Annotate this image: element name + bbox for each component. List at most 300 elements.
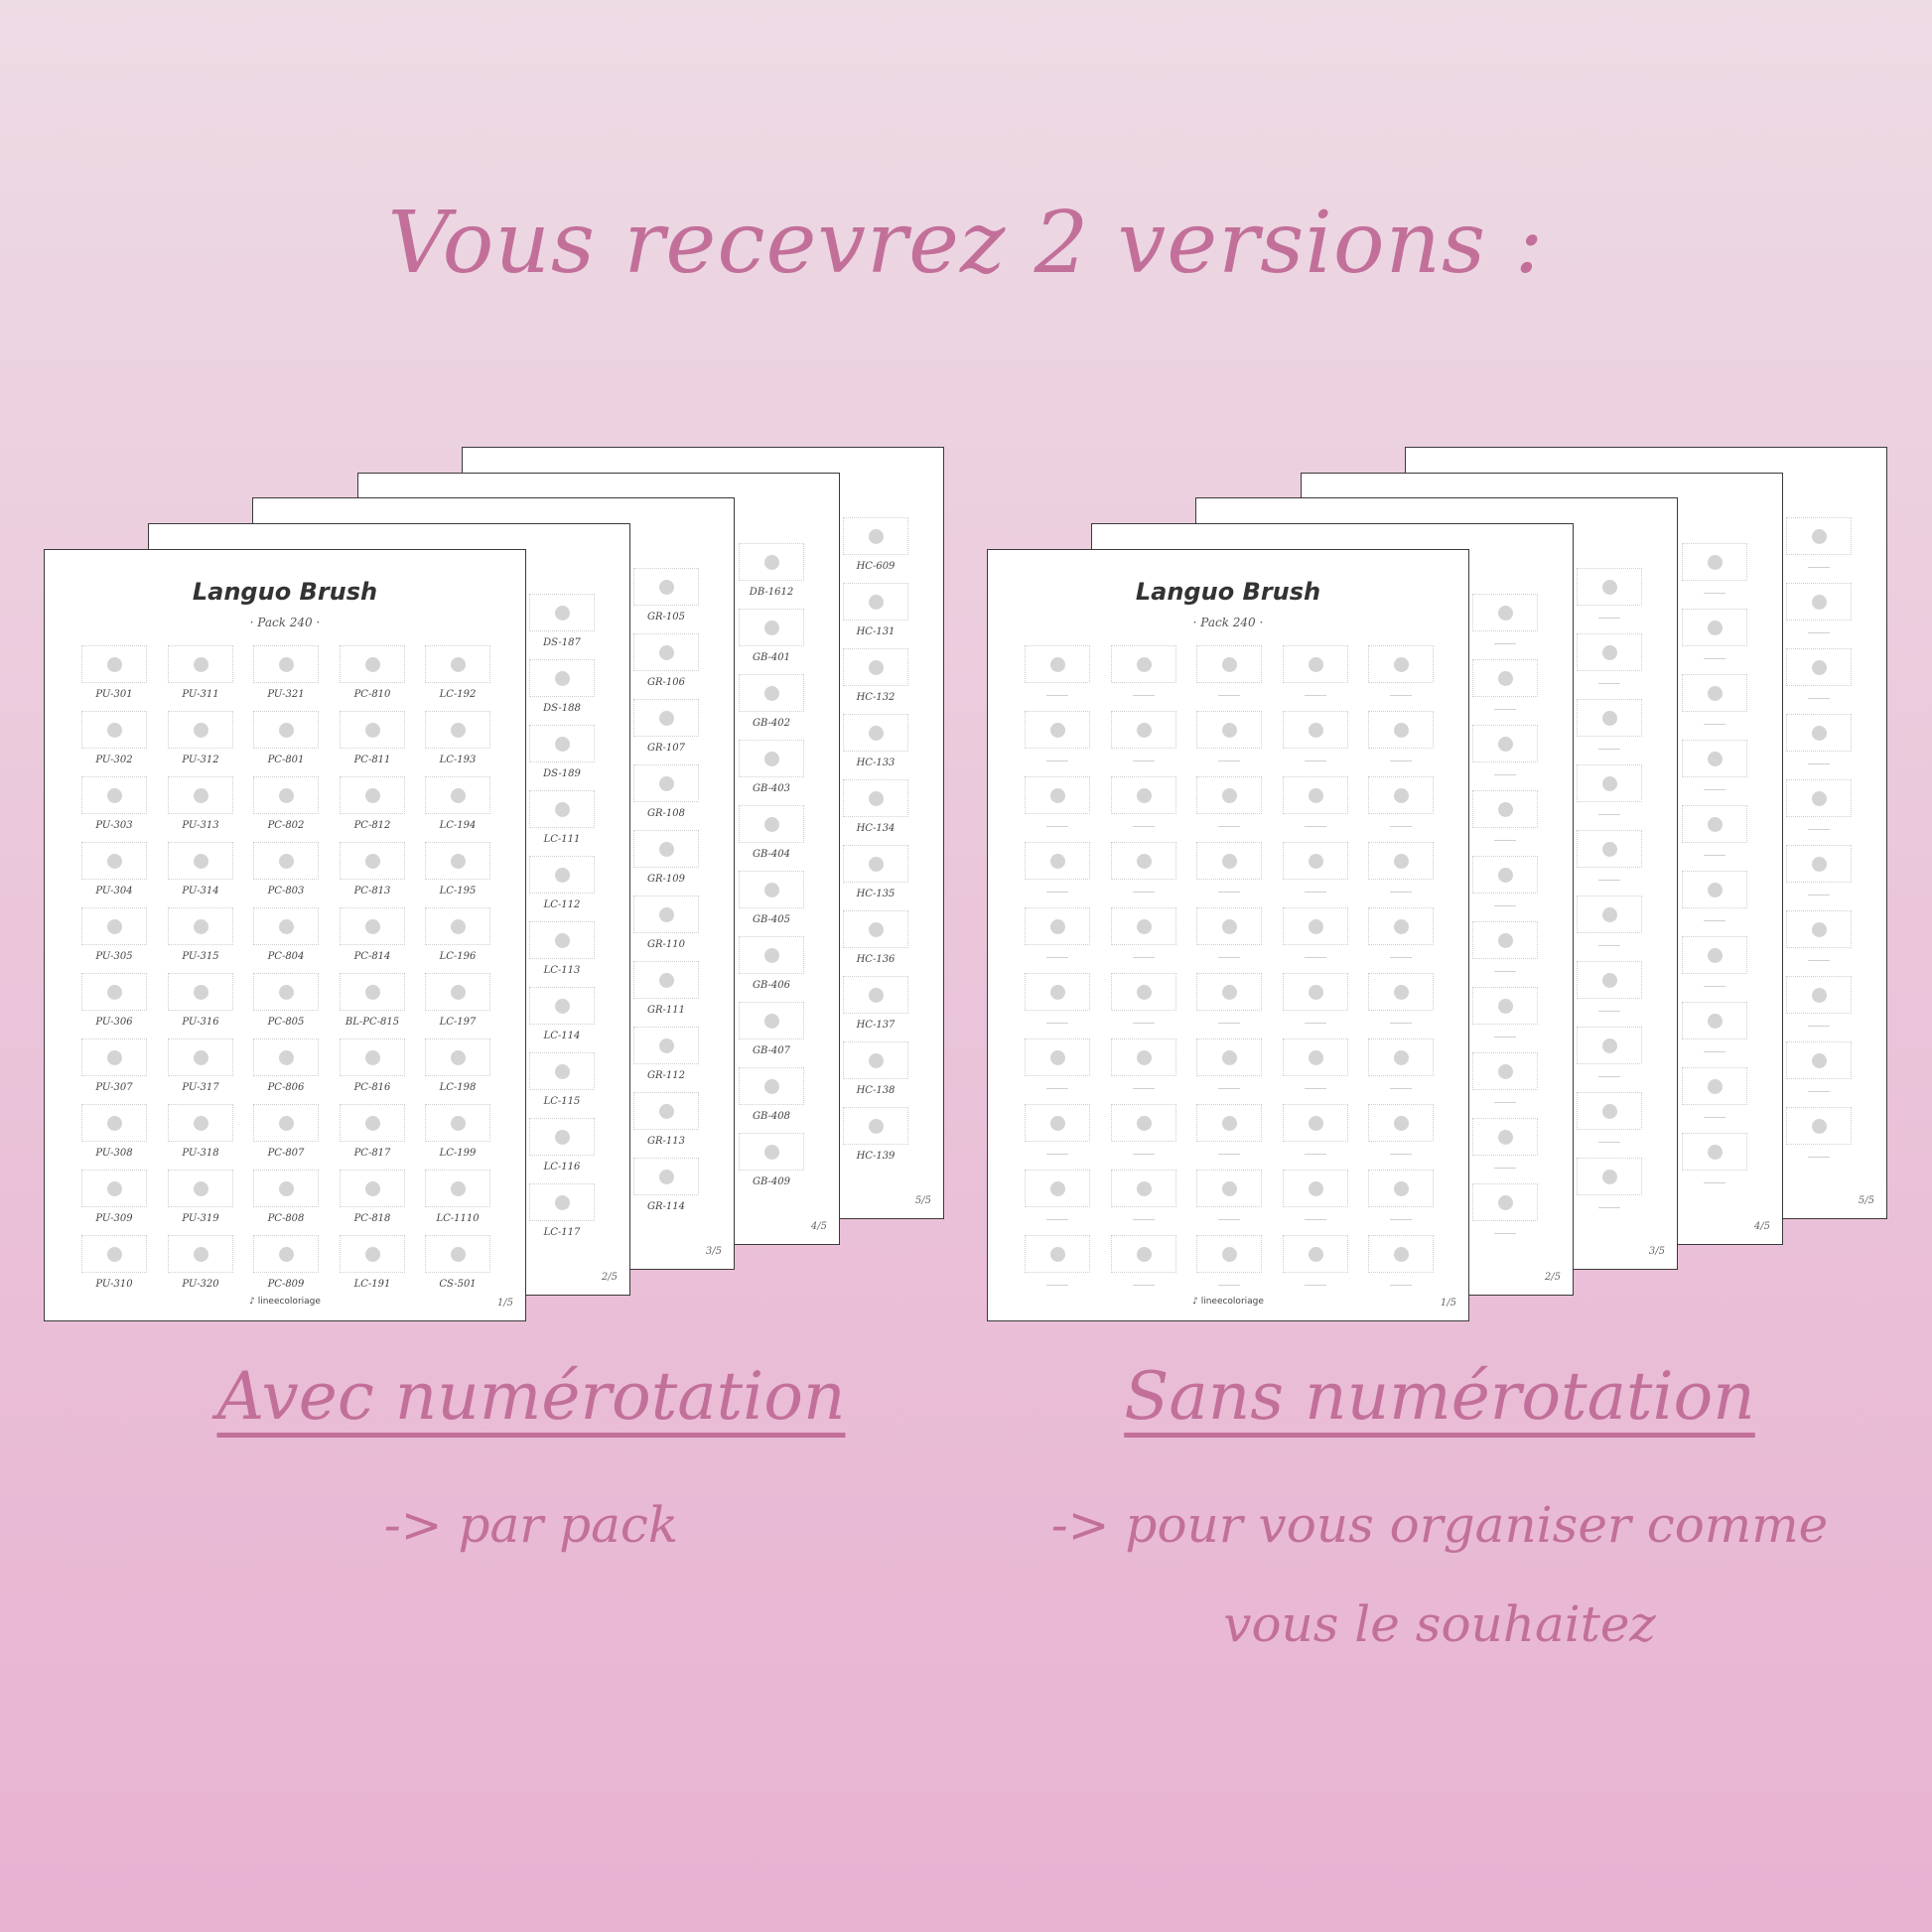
color-dot — [555, 671, 570, 686]
swatch-box — [1025, 645, 1090, 683]
color-dot — [1309, 854, 1323, 869]
swatch-cell — [1472, 1118, 1538, 1177]
swatch-cell — [1786, 714, 1852, 773]
swatch-box — [340, 842, 405, 880]
swatch-box — [1472, 594, 1538, 631]
swatch-box — [1111, 907, 1176, 945]
color-dot — [1812, 791, 1827, 806]
color-dot — [107, 1050, 122, 1065]
swatch-cell — [253, 645, 319, 705]
swatch-box — [168, 907, 233, 945]
swatch-cell — [1682, 936, 1747, 996]
swatch-cell — [1786, 845, 1852, 904]
color-dot — [1498, 737, 1513, 752]
swatch-cell — [1577, 896, 1642, 955]
swatch-code: CS-501 — [439, 1279, 477, 1290]
swatch-cell — [425, 842, 490, 901]
swatch-code: LC-114 — [543, 1031, 581, 1041]
color-dot — [194, 1247, 208, 1262]
blank-label-line — [1704, 658, 1725, 659]
swatch-cell — [168, 973, 233, 1033]
blank-label-line — [1046, 957, 1068, 958]
swatch-code: PU-320 — [182, 1279, 219, 1290]
swatch-code: GR-114 — [647, 1201, 685, 1212]
swatch-cell — [843, 583, 908, 642]
color-dot — [1137, 1116, 1152, 1131]
color-dot — [1602, 973, 1617, 988]
swatch-cell — [1111, 973, 1176, 1033]
page-number: 1/5 — [1440, 1298, 1456, 1309]
swatch-cell — [1577, 568, 1642, 627]
swatch-cell — [1472, 1052, 1538, 1112]
swatch-code: PC-810 — [353, 689, 391, 700]
swatch-code: LC-191 — [353, 1279, 391, 1290]
color-dot — [1498, 1064, 1513, 1079]
swatch-code: LC-195 — [439, 886, 477, 897]
swatch-box — [739, 936, 804, 974]
blank-label-line — [1704, 724, 1725, 725]
blank-label-line — [1046, 695, 1068, 696]
swatch-box — [633, 1158, 699, 1195]
swatch-code: PU-314 — [182, 886, 219, 897]
color-dot — [365, 919, 380, 934]
swatch-code: GB-408 — [753, 1111, 790, 1122]
swatch-box — [1368, 907, 1434, 945]
swatch-cell — [425, 973, 490, 1033]
swatch-box — [529, 1118, 595, 1156]
blank-label-line — [1494, 971, 1516, 972]
blank-label-line — [1133, 1285, 1155, 1286]
swatch-box — [340, 973, 405, 1011]
swatch-box — [253, 907, 319, 945]
page-number: 4/5 — [1753, 1221, 1770, 1232]
blank-label-line — [1218, 1285, 1240, 1286]
color-dot — [107, 1116, 122, 1131]
swatch-box — [425, 973, 490, 1011]
color-dot — [1812, 988, 1827, 1003]
swatch-cell — [843, 714, 908, 773]
blank-label-line — [1046, 760, 1068, 761]
page-number: 2/5 — [601, 1272, 618, 1283]
blank-label-line — [1808, 1026, 1830, 1027]
color-dot — [1498, 999, 1513, 1014]
color-dot — [1812, 660, 1827, 675]
swatch-box — [633, 633, 699, 671]
swatch-cell — [1196, 907, 1262, 967]
swatch-cell — [843, 1041, 908, 1101]
swatch-cell — [253, 1104, 319, 1164]
color-dot — [1309, 1050, 1323, 1065]
swatch-box — [1682, 1133, 1747, 1171]
color-dot — [451, 1050, 466, 1065]
blank-label-line — [1390, 1219, 1412, 1220]
color-dot — [1812, 529, 1827, 544]
swatch-cell — [1283, 1235, 1348, 1295]
swatch-code: HC-132 — [856, 692, 896, 703]
swatch-cell — [1472, 659, 1538, 719]
swatch-box — [1472, 1183, 1538, 1221]
swatch-box — [739, 805, 804, 843]
color-dot — [1137, 1050, 1152, 1065]
color-dot — [1309, 919, 1323, 934]
swatch-box — [1111, 842, 1176, 880]
swatch-cell — [1283, 1038, 1348, 1098]
swatch-cell — [1577, 633, 1642, 693]
swatch-cell — [340, 711, 405, 770]
blank-label-line — [1494, 840, 1516, 841]
blank-label-line — [1218, 957, 1240, 958]
color-dot — [1137, 723, 1152, 738]
blank-label-line — [1704, 1182, 1725, 1183]
swatch-box — [1025, 776, 1090, 814]
swatch-cell — [1111, 1038, 1176, 1098]
swatch-cell — [168, 842, 233, 901]
swatch-box — [1196, 907, 1262, 945]
blank-label-line — [1305, 760, 1326, 761]
swatch-cell — [340, 1235, 405, 1295]
swatch-code: GB-407 — [753, 1045, 790, 1056]
swatch-box — [1577, 699, 1642, 737]
swatch-code: PU-321 — [267, 689, 305, 700]
color-dot — [1602, 1170, 1617, 1184]
swatch-code: PC-816 — [353, 1082, 391, 1093]
color-dot — [1708, 883, 1723, 897]
swatch-cell — [81, 711, 147, 770]
blank-label-line — [1808, 895, 1830, 896]
swatch-box — [253, 1104, 319, 1142]
swatch-cell — [1111, 1235, 1176, 1295]
color-dot — [451, 1181, 466, 1196]
blank-label-line — [1218, 695, 1240, 696]
blank-label-line — [1598, 880, 1620, 881]
color-dot — [365, 985, 380, 1000]
color-dot — [1394, 723, 1409, 738]
swatch-cell — [1682, 674, 1747, 734]
color-dot — [1812, 1053, 1827, 1068]
color-dot — [1309, 1181, 1323, 1196]
blank-label-line — [1218, 892, 1240, 893]
swatch-cell — [633, 633, 699, 693]
swatch-cell — [168, 1038, 233, 1098]
blank-label-line — [1133, 957, 1155, 958]
swatch-code: LC-112 — [543, 899, 581, 910]
blank-label-line — [1133, 892, 1155, 893]
swatch-box — [1368, 645, 1434, 683]
swatch-code: GR-106 — [647, 677, 685, 688]
blank-label-line — [1390, 760, 1412, 761]
swatch-box — [739, 674, 804, 712]
color-dot — [659, 1104, 674, 1119]
swatch-cell — [1472, 856, 1538, 915]
blank-label-line — [1494, 1233, 1516, 1234]
swatch-code: LC-193 — [439, 755, 477, 765]
swatch-cell — [1577, 961, 1642, 1021]
swatch-box — [168, 1038, 233, 1076]
swatch-cell — [425, 907, 490, 967]
swatch-cell — [1786, 648, 1852, 708]
swatch-box — [1283, 1104, 1348, 1142]
color-dot — [1050, 919, 1065, 934]
color-dot — [869, 1119, 884, 1134]
swatch-code: PC-807 — [267, 1148, 305, 1159]
swatch-code: DS-187 — [543, 637, 581, 648]
swatch-cell — [739, 609, 804, 668]
swatch-cell — [1472, 987, 1538, 1046]
swatch-cell — [1111, 907, 1176, 967]
blank-label-line — [1133, 1088, 1155, 1089]
swatch-cell — [739, 740, 804, 799]
swatch-box — [1682, 674, 1747, 712]
swatch-box — [253, 776, 319, 814]
color-dot — [869, 529, 884, 544]
blank-label-line — [1305, 1285, 1326, 1286]
swatch-box — [1682, 805, 1747, 843]
blank-label-line — [1046, 1023, 1068, 1024]
brand-handle: ♪ lineecoloriage — [249, 1297, 321, 1307]
swatch-cell — [843, 910, 908, 970]
swatch-cell — [1472, 790, 1538, 850]
swatch-box — [1196, 973, 1262, 1011]
blank-label-line — [1305, 1088, 1326, 1089]
swatch-cell — [1472, 725, 1538, 784]
swatch-cell — [1111, 645, 1176, 705]
swatch-box — [843, 1041, 908, 1079]
swatch-cell — [529, 1052, 595, 1112]
swatch-box — [1111, 1104, 1176, 1142]
page-number: 5/5 — [1858, 1195, 1874, 1206]
swatch-box — [81, 776, 147, 814]
blank-label-line — [1218, 1088, 1240, 1089]
color-dot — [659, 842, 674, 857]
swatch-cell — [739, 1002, 804, 1061]
swatch-code: HC-133 — [856, 758, 896, 768]
swatch-box — [633, 830, 699, 868]
swatch-box — [1577, 633, 1642, 671]
color-dot — [555, 868, 570, 883]
blank-label-line — [1704, 789, 1725, 790]
swatch-code: PC-801 — [267, 755, 305, 765]
swatch-cell — [425, 1104, 490, 1164]
swatch-cell — [1577, 764, 1642, 824]
swatch-box — [1682, 871, 1747, 908]
color-dot — [869, 595, 884, 610]
swatch-cell — [81, 1235, 147, 1295]
swatch-cell — [1111, 711, 1176, 770]
color-dot — [1137, 657, 1152, 672]
sheet-title: Languo Brush — [1135, 578, 1321, 606]
blank-label-line — [1494, 1036, 1516, 1037]
color-dot — [1394, 854, 1409, 869]
swatch-code: HC-139 — [856, 1151, 896, 1162]
swatch-code: PC-805 — [267, 1017, 305, 1028]
swatch-cell — [1025, 711, 1090, 770]
blank-label-line — [1133, 1023, 1155, 1024]
color-dot — [1708, 817, 1723, 832]
sheet-subtitle: · Pack 240 · — [1192, 616, 1264, 629]
page-number: 5/5 — [914, 1195, 931, 1206]
color-dot — [365, 1050, 380, 1065]
swatch-code: PU-305 — [95, 951, 133, 962]
swatch-box — [1025, 842, 1090, 880]
blank-label-line — [1598, 618, 1620, 619]
page-number: 4/5 — [810, 1221, 827, 1232]
swatch-cell — [340, 842, 405, 901]
swatch-box — [425, 776, 490, 814]
swatch-box — [843, 910, 908, 948]
swatch-box — [1025, 1235, 1090, 1273]
color-dot — [279, 854, 294, 869]
swatch-box — [1196, 776, 1262, 814]
swatch-code: LC-115 — [543, 1096, 581, 1107]
color-dot — [869, 660, 884, 675]
swatch-box — [1472, 790, 1538, 828]
swatch-box — [168, 842, 233, 880]
swatch-box — [168, 1170, 233, 1207]
color-dot — [1050, 1050, 1065, 1065]
swatch-box — [739, 740, 804, 777]
color-dot — [659, 973, 674, 988]
swatch-box — [1196, 1170, 1262, 1207]
swatch-cell — [1682, 871, 1747, 930]
swatch-box — [1786, 845, 1852, 883]
swatch-box — [1368, 776, 1434, 814]
color-dot — [1222, 1181, 1237, 1196]
swatch-cell — [253, 711, 319, 770]
swatch-cell — [81, 907, 147, 967]
swatch-cell — [168, 711, 233, 770]
swatch-cell — [1025, 1170, 1090, 1229]
color-dot — [365, 657, 380, 672]
blank-label-line — [1808, 1157, 1830, 1158]
swatch-box — [1111, 1170, 1176, 1207]
swatch-cell — [81, 776, 147, 836]
swatch-code: PU-307 — [95, 1082, 133, 1093]
swatch-cell — [1786, 1041, 1852, 1101]
swatch-box — [633, 1092, 699, 1130]
color-dot — [1394, 1116, 1409, 1131]
blank-label-line — [1133, 1219, 1155, 1220]
blank-label-line — [1598, 683, 1620, 684]
swatch-box — [425, 1104, 490, 1142]
swatch-box — [1025, 973, 1090, 1011]
swatch-box — [168, 1235, 233, 1273]
color-dot — [1222, 919, 1237, 934]
color-dot — [1602, 711, 1617, 726]
color-dot — [1050, 854, 1065, 869]
swatch-cell — [1786, 1107, 1852, 1167]
swatch-box — [633, 961, 699, 999]
swatch-box — [843, 1107, 908, 1145]
blank-label-line — [1808, 829, 1830, 830]
color-dot — [194, 723, 208, 738]
brand-handle: ♪ lineecoloriage — [1192, 1297, 1264, 1307]
color-dot — [107, 1247, 122, 1262]
blank-label-line — [1133, 826, 1155, 827]
page-number: 3/5 — [705, 1246, 722, 1257]
swatch-code: HC-136 — [856, 954, 896, 965]
swatch-box — [1786, 1107, 1852, 1145]
swatch-box — [425, 645, 490, 683]
swatch-cell — [1472, 1183, 1538, 1243]
swatch-code: BL-PC-815 — [345, 1017, 400, 1028]
color-dot — [764, 1014, 779, 1029]
swatch-box — [1786, 648, 1852, 686]
swatch-box — [843, 779, 908, 817]
swatch-box — [529, 987, 595, 1025]
blank-label-line — [1390, 1088, 1412, 1089]
swatch-box — [633, 764, 699, 802]
swatch-cell — [1682, 1133, 1747, 1192]
swatch-box — [1368, 1235, 1434, 1273]
swatch-box — [1111, 776, 1176, 814]
color-dot — [764, 817, 779, 832]
color-dot — [365, 723, 380, 738]
color-dot — [1394, 1050, 1409, 1065]
sheet-subtitle: · Pack 240 · — [249, 616, 321, 629]
swatch-box — [81, 1104, 147, 1142]
color-dot — [764, 1145, 779, 1160]
color-dot — [1394, 788, 1409, 803]
swatch-code: GR-105 — [647, 612, 685, 622]
color-dot — [107, 788, 122, 803]
swatch-cell — [1283, 711, 1348, 770]
blank-label-line — [1046, 1285, 1068, 1286]
swatch-cell — [1577, 1158, 1642, 1217]
swatch-box — [843, 714, 908, 752]
swatch-cell — [843, 648, 908, 708]
swatch-box — [253, 645, 319, 683]
swatch-box — [1786, 910, 1852, 948]
swatch-cell — [168, 1235, 233, 1295]
color-dot — [764, 948, 779, 963]
swatch-box — [1196, 645, 1262, 683]
swatch-box — [1111, 1235, 1176, 1273]
color-dot — [107, 919, 122, 934]
swatch-cell — [1682, 609, 1747, 668]
blank-label-line — [1598, 814, 1620, 815]
color-dot — [1137, 1181, 1152, 1196]
swatch-box — [1786, 976, 1852, 1014]
color-dot — [555, 999, 570, 1014]
swatch-cell — [1025, 907, 1090, 967]
swatch-box — [1472, 725, 1538, 762]
swatch-cell — [529, 790, 595, 850]
swatch-box — [1472, 987, 1538, 1025]
swatch-code: PU-316 — [182, 1017, 219, 1028]
swatch-cell — [340, 973, 405, 1033]
swatch-cell — [1786, 976, 1852, 1035]
color-dot — [1498, 868, 1513, 883]
swatch-cell — [1196, 645, 1262, 705]
swatch-cell — [81, 645, 147, 705]
swatch-box — [340, 1235, 405, 1273]
color-dot — [1050, 1116, 1065, 1131]
swatch-box — [1368, 1038, 1434, 1076]
swatch-box — [843, 583, 908, 621]
swatch-box — [529, 594, 595, 631]
swatch-box — [1025, 1170, 1090, 1207]
blank-label-line — [1133, 695, 1155, 696]
swatch-box — [1368, 1170, 1434, 1207]
color-dot — [659, 1170, 674, 1184]
swatch-box — [1472, 1118, 1538, 1156]
swatch-box — [1283, 776, 1348, 814]
swatch-box — [340, 1104, 405, 1142]
swatch-code: GB-404 — [753, 849, 790, 860]
color-dot — [365, 854, 380, 869]
swatch-cell — [1025, 842, 1090, 901]
swatch-box — [340, 1170, 405, 1207]
